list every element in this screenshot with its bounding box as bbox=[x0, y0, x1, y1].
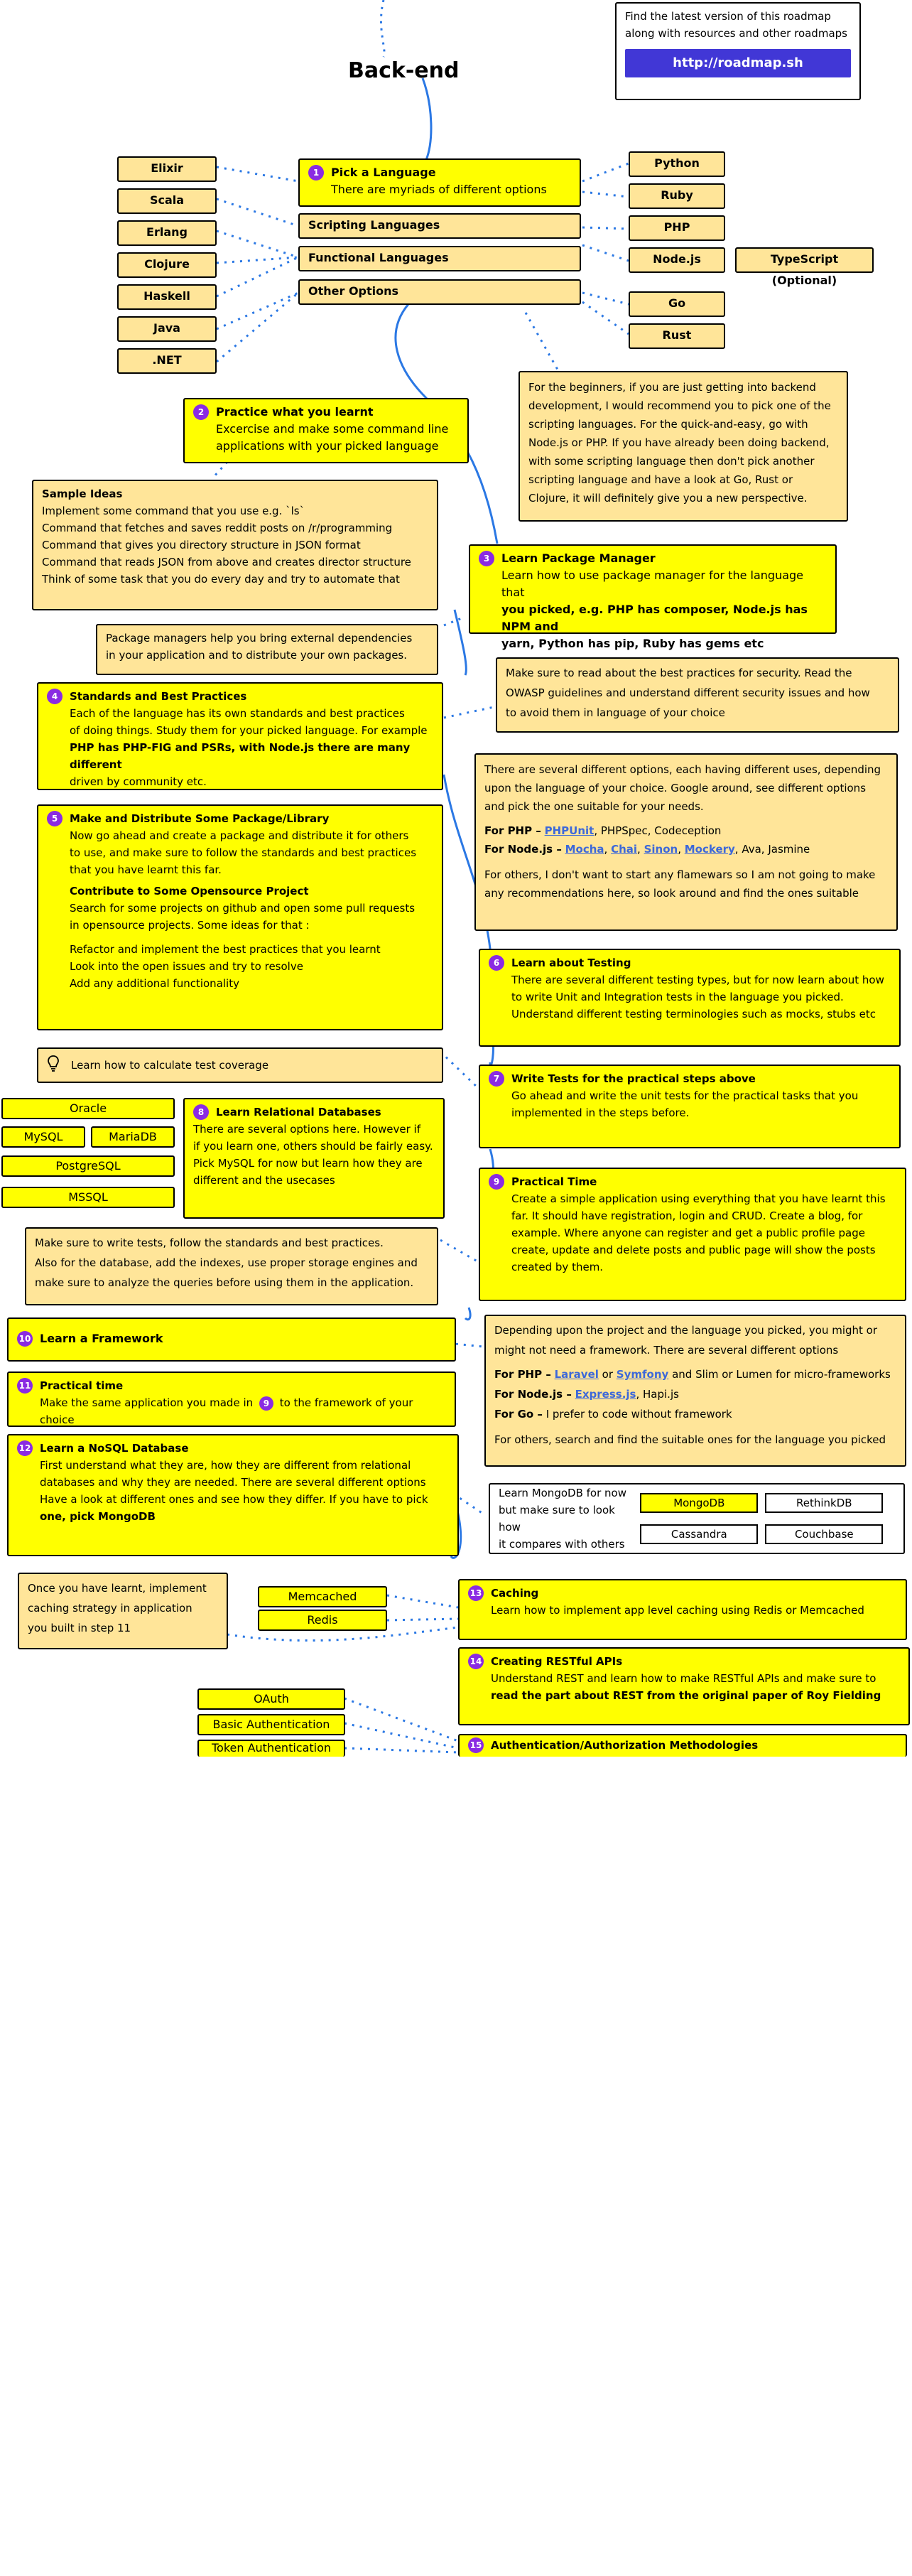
step-number-badge: 9 bbox=[489, 1174, 504, 1190]
step-number-badge: 3 bbox=[479, 551, 494, 566]
beginner-note bbox=[519, 371, 848, 522]
note-line: in your application and to distribute your own packages. bbox=[106, 649, 408, 662]
sinon-link[interactable]: Sinon bbox=[644, 843, 678, 856]
step-9-desc: create, update and delete posts and public page will show the posts bbox=[511, 1244, 876, 1256]
expressjs-link[interactable]: Express.js bbox=[575, 1388, 636, 1401]
step-10-title: Learn a Framework bbox=[40, 1332, 163, 1345]
note-line: it compares with others bbox=[499, 1538, 625, 1551]
lang-dotnet[interactable]: .NET bbox=[117, 348, 217, 374]
mocha-link[interactable]: Mocha bbox=[565, 843, 604, 856]
step-number-badge: 4 bbox=[47, 689, 63, 704]
note-line: Package managers help you bring external dependencies bbox=[106, 632, 413, 645]
lang-ruby[interactable]: Ruby bbox=[629, 183, 725, 209]
lang-java[interactable]: Java bbox=[117, 316, 217, 342]
banner-text-2: along with resources and other roadmaps bbox=[625, 27, 847, 40]
nosql-rethinkdb[interactable]: RethinkDB bbox=[765, 1493, 883, 1513]
step-11-desc: Make the same application you made in bbox=[40, 1396, 254, 1409]
db-oracle[interactable]: Oracle bbox=[1, 1098, 175, 1119]
step-8-desc: different and the usecases bbox=[193, 1174, 335, 1187]
php-test-tools: PHPSpec, Codeception bbox=[600, 824, 722, 837]
step-number-badge: 12 bbox=[17, 1440, 33, 1456]
lang-typescript[interactable]: TypeScript (Optional) bbox=[735, 247, 874, 273]
note-line: upon the language of your choice. Google around, see different options bbox=[484, 782, 867, 794]
step-number-badge: 10 bbox=[17, 1331, 33, 1347]
step-12-desc: one, pick MongoDB bbox=[40, 1510, 156, 1523]
contribute-idea: Look into the open issues and try to resolve bbox=[70, 960, 303, 973]
step-number-badge: 1 bbox=[308, 165, 324, 180]
step-5-desc: Now go ahead and create a package and distribute it for others bbox=[70, 829, 409, 842]
lang-php[interactable]: PHP bbox=[629, 215, 725, 241]
step-12-desc: First understand what they are, how they are different from relational bbox=[40, 1459, 411, 1472]
db-mariadb[interactable]: MariaDB bbox=[91, 1126, 175, 1148]
lang-nodejs[interactable]: Node.js bbox=[629, 247, 725, 273]
step-1-box[interactable] bbox=[298, 158, 581, 207]
note-line: caching strategy in application bbox=[28, 1602, 192, 1615]
go-label: For Go – bbox=[494, 1408, 543, 1421]
auth-basic[interactable]: Basic Authentication bbox=[197, 1714, 345, 1735]
step-9-desc: created by them. bbox=[511, 1261, 604, 1273]
step-number-badge: 8 bbox=[193, 1104, 209, 1120]
contribute-idea: Add any additional functionality bbox=[70, 977, 239, 990]
step-ref-badge: 9 bbox=[259, 1396, 273, 1411]
sample-ideas-title: Sample Ideas bbox=[42, 487, 123, 500]
cache-redis[interactable]: Redis bbox=[258, 1610, 387, 1631]
step-number-badge: 13 bbox=[468, 1585, 484, 1601]
sample-idea-item: Implement some command that you use e.g. `ls` bbox=[42, 505, 305, 517]
step-7-title: Write Tests for the practical steps above bbox=[511, 1072, 756, 1085]
security-note bbox=[496, 657, 899, 733]
step-number-badge: 11 bbox=[17, 1378, 33, 1394]
step-4-desc: driven by community etc. bbox=[70, 775, 207, 788]
beginner-note-line: with some scripting language then don't pick another bbox=[528, 455, 815, 468]
note-line: Make sure to read about the best practices for security. Read the bbox=[506, 667, 852, 679]
step-15-box[interactable] bbox=[458, 1734, 907, 1757]
framework-options-note: Depending upon the project and the language you picked, you might or might not need a framework. There are several different options For PHP – Laravel or Symfony and Slim or Lumen for micro-frameworks For Node.js – Express.js, Hapi.js For Go – I prefer to code without framework For others, search and find the suitable ones for the language you picked bbox=[484, 1315, 906, 1467]
step-2-desc: Excercise and make some command line bbox=[216, 422, 449, 436]
phpunit-link[interactable]: PHPUnit bbox=[544, 824, 595, 837]
note-line: Learn MongoDB for now bbox=[499, 1487, 626, 1499]
php-label: For PHP – bbox=[494, 1368, 551, 1381]
note-line: might not need a framework. There are several different options bbox=[494, 1344, 839, 1357]
step-number-badge: 14 bbox=[468, 1654, 484, 1669]
step-11-desc: to the framework of your choice bbox=[40, 1396, 413, 1426]
step-10-box[interactable] bbox=[7, 1317, 456, 1362]
step-11-title: Practical time bbox=[40, 1379, 124, 1392]
cache-memcached[interactable]: Memcached bbox=[258, 1586, 387, 1607]
note-line: There are several different options, each having different uses, depending bbox=[484, 763, 881, 776]
step-14-desc: Understand REST and learn how to make RESTful APIs and make sure to bbox=[491, 1672, 876, 1685]
step-7-desc: Go ahead and write the unit tests for the practical tasks that you bbox=[511, 1089, 859, 1102]
symfony-link[interactable]: Symfony bbox=[616, 1368, 669, 1381]
beginner-note-line: Node.js or PHP. If you have already been doing backend, bbox=[528, 436, 830, 449]
beginner-note-line: scripting languages. For the quick-and-easy, go with bbox=[528, 418, 808, 431]
step-5-desc: to use, and make sure to follow the standards and best practices bbox=[70, 846, 417, 859]
functional-languages-box[interactable]: Functional Languages bbox=[298, 246, 581, 271]
step-8-desc: if you learn one, others should be fairly easy. bbox=[193, 1140, 433, 1153]
beginner-note-line: development, I would recommend you to pick one of the bbox=[528, 399, 831, 412]
step-7-box[interactable] bbox=[479, 1065, 901, 1148]
contribute-idea: Refactor and implement the best practices that you learnt bbox=[70, 943, 381, 956]
lang-python[interactable]: Python bbox=[629, 151, 725, 177]
step-4-desc: Each of the language has its own standards and best practices bbox=[70, 707, 405, 720]
step-3-box[interactable] bbox=[469, 544, 837, 650]
note-line: to avoid them in language of your choice bbox=[506, 706, 725, 719]
roadmap-banner bbox=[615, 2, 861, 100]
lang-go[interactable]: Go bbox=[629, 291, 725, 317]
mockery-link[interactable]: Mockery bbox=[684, 843, 735, 856]
beginner-note-line: For the beginners, if you are just getting into backend bbox=[528, 381, 816, 394]
mongodb-note bbox=[489, 1483, 905, 1554]
auth-oauth[interactable]: OAuth bbox=[197, 1688, 345, 1710]
step-6-title: Learn about Testing bbox=[511, 956, 631, 969]
test-coverage-tip bbox=[37, 1047, 443, 1083]
lang-elixir[interactable]: Elixir bbox=[117, 156, 217, 182]
note-line: OWASP guidelines and understand different security issues and how bbox=[506, 686, 870, 699]
db-mysql[interactable]: MySQL bbox=[1, 1126, 85, 1148]
roadmap-link-button[interactable]: http://roadmap.sh bbox=[625, 49, 851, 77]
step-number-badge: 5 bbox=[47, 811, 63, 826]
contribute-title: Contribute to Some Opensource Project bbox=[70, 885, 309, 898]
step-12-desc: Have a look at different ones and see how they differ. If you have to pick bbox=[40, 1493, 428, 1506]
banner-text-1: Find the latest version of this roadmap bbox=[625, 10, 831, 23]
step-9-desc: example. Where anyone can register and get a public profile page bbox=[511, 1227, 865, 1239]
lightbulb-icon bbox=[47, 1055, 64, 1077]
step-number-badge: 2 bbox=[193, 404, 209, 420]
step-4-desc: of doing things. Study them for your picked language. For example bbox=[70, 724, 428, 737]
step-3-title: Learn Package Manager bbox=[501, 551, 656, 565]
note-line: and pick the one suitable for your needs. bbox=[484, 800, 704, 813]
database-best-practices-note bbox=[25, 1227, 438, 1305]
step-12-box[interactable] bbox=[7, 1434, 459, 1556]
step-9-box[interactable] bbox=[479, 1168, 906, 1301]
testing-options-note: There are several different options, each having different uses, depending upon the language of your choice. Google around, see different options and pick the one suitable for your needs. For PHP – PHPUnit, PHPSpec, Codeception For Node.js – Mocha, Chai, Sinon, Mockery, Ava, Jasmine For others, I don't want to start any flamewars so I am not going to make any recommendations here, so look around and find the ones suitable bbox=[474, 753, 898, 931]
lang-clojure[interactable]: Clojure bbox=[117, 252, 217, 278]
step-4-box[interactable] bbox=[37, 682, 443, 790]
step-1-desc: There are myriads of different options bbox=[331, 183, 547, 196]
sample-ideas-box bbox=[32, 480, 438, 610]
note-line: For others, I don't want to start any flamewars so I am not going to make bbox=[484, 868, 876, 881]
step-2-title: Practice what you learnt bbox=[216, 405, 374, 419]
step-4-title: Standards and Best Practices bbox=[70, 690, 247, 703]
scripting-languages-box[interactable]: Scripting Languages bbox=[298, 213, 581, 239]
step-9-desc: Create a simple application using everything that you have learnt this bbox=[511, 1192, 886, 1205]
step-6-box[interactable] bbox=[479, 949, 901, 1047]
beginner-note-line: Clojure, it will definitely give you a new perspective. bbox=[528, 492, 808, 505]
note-line: Once you have learnt, implement bbox=[28, 1582, 207, 1595]
lang-rust[interactable]: Rust bbox=[629, 323, 725, 349]
step-4-desc: PHP has PHP-FIG and PSRs, with Node.js there are many different bbox=[70, 741, 411, 771]
step-7-desc: implemented in the steps before. bbox=[511, 1106, 690, 1119]
step-14-title: Creating RESTful APIs bbox=[491, 1655, 623, 1668]
step-number-badge: 6 bbox=[489, 955, 504, 971]
step-number-badge: 15 bbox=[468, 1737, 484, 1753]
note-line: any recommendations here, so look around and find the ones suitable bbox=[484, 887, 859, 900]
step-13-title: Caching bbox=[491, 1587, 539, 1600]
hapijs-text: Hapi.js bbox=[643, 1388, 679, 1401]
node-test-tools: Ava, Jasmine bbox=[742, 843, 810, 856]
step-3-desc: yarn, Python has pip, Ruby has gems etc bbox=[501, 637, 764, 650]
other-options-box[interactable]: Other Options bbox=[298, 279, 581, 305]
lang-erlang[interactable]: Erlang bbox=[117, 220, 217, 246]
caching-note bbox=[18, 1573, 228, 1649]
note-line: For others, search and find the suitable ones for the language you picked bbox=[494, 1433, 886, 1446]
go-framework-text: I prefer to code without framework bbox=[545, 1408, 732, 1421]
step-14-desc: read the part about REST from the original paper of Roy Fielding bbox=[491, 1689, 881, 1702]
step-6-desc: to write Unit and Integration tests in the language you picked. bbox=[511, 991, 844, 1003]
step-5-box[interactable] bbox=[37, 804, 443, 1030]
sample-idea-item: Command that reads JSON from above and creates director structure bbox=[42, 556, 411, 568]
step-13-box[interactable] bbox=[458, 1579, 907, 1640]
coverage-tip-text: Learn how to calculate test coverage bbox=[71, 1059, 269, 1072]
step-15-title: Authentication/Authorization Methodologies bbox=[491, 1739, 759, 1752]
chai-link[interactable]: Chai bbox=[611, 843, 638, 856]
note-line: Make sure to write tests, follow the standards and best practices. bbox=[35, 1236, 384, 1249]
contribute-desc: Search for some projects on github and open some pull requests bbox=[70, 902, 416, 915]
step-2-box[interactable] bbox=[183, 398, 469, 463]
nosql-mongodb[interactable]: MongoDB bbox=[640, 1493, 758, 1513]
note-line: make sure to analyze the queries before using them in the application. bbox=[35, 1276, 414, 1289]
step-5-title: Make and Distribute Some Package/Library bbox=[70, 812, 330, 825]
step-6-desc: Understand different testing terminologies such as mocks, stubs etc bbox=[511, 1008, 876, 1020]
nosql-cassandra[interactable]: Cassandra bbox=[640, 1524, 758, 1544]
step-12-desc: databases and why they are needed. There are several different options bbox=[40, 1476, 426, 1489]
php-framework-tools: and Slim or Lumen for micro-frameworks bbox=[672, 1368, 891, 1381]
step-9-desc: far. It should have registration, login and CRUD. Create a blog, for bbox=[511, 1209, 863, 1222]
step-9-title: Practical Time bbox=[511, 1175, 597, 1188]
step-3-desc: you picked, e.g. PHP has composer, Node.js has NPM and bbox=[501, 603, 808, 633]
step-5-desc: that you have learnt this far. bbox=[70, 863, 222, 876]
step-11-box[interactable] bbox=[7, 1371, 456, 1427]
note-line: but make sure to look how bbox=[499, 1504, 615, 1534]
sample-idea-item: Command that fetches and saves reddit posts on /r/programming bbox=[42, 522, 393, 534]
node-label: For Node.js – bbox=[494, 1388, 572, 1401]
package-manager-note bbox=[96, 624, 438, 675]
step-2-desc: applications with your picked language bbox=[216, 439, 439, 453]
step-14-box[interactable] bbox=[458, 1647, 910, 1725]
lang-haskell[interactable]: Haskell bbox=[117, 284, 217, 310]
php-label: For PHP – bbox=[484, 824, 541, 837]
step-6-desc: There are several different testing types, but for now learn about how bbox=[511, 974, 884, 986]
sample-idea-item: Command that gives you directory structure in JSON format bbox=[42, 539, 361, 551]
step-8-title: Learn Relational Databases bbox=[216, 1106, 381, 1119]
step-12-title: Learn a NoSQL Database bbox=[40, 1442, 189, 1455]
step-1-title: Pick a Language bbox=[331, 166, 436, 179]
lang-scala[interactable]: Scala bbox=[117, 188, 217, 214]
step-8-desc: Pick MySQL for now but learn how they are bbox=[193, 1157, 423, 1170]
beginner-note-line: scripting language and have a look at Go, Rust or bbox=[528, 473, 793, 486]
step-8-desc: There are several options here. However if bbox=[193, 1123, 420, 1136]
auth-token[interactable]: Token Authentication bbox=[197, 1740, 345, 1757]
step-8-box[interactable] bbox=[183, 1098, 445, 1219]
laravel-link[interactable]: Laravel bbox=[554, 1368, 599, 1381]
nosql-couchbase[interactable]: Couchbase bbox=[765, 1524, 883, 1544]
step-13-desc: Learn how to implement app level caching using Redis or Memcached bbox=[491, 1604, 864, 1617]
step-3-desc: Learn how to use package manager for the language that bbox=[501, 568, 804, 599]
note-line: you built in step 11 bbox=[28, 1622, 131, 1634]
contribute-desc: in opensource projects. Some ideas for that : bbox=[70, 919, 310, 932]
sample-idea-item: Think of some task that you do every day and try to automate that bbox=[42, 573, 400, 586]
note-line: Depending upon the project and the language you picked, you might or bbox=[494, 1324, 878, 1337]
node-label: For Node.js – bbox=[484, 843, 562, 856]
step-number-badge: 7 bbox=[489, 1071, 504, 1087]
page-title: Back-end bbox=[348, 58, 460, 83]
db-postgresql[interactable]: PostgreSQL bbox=[1, 1155, 175, 1177]
note-line: Also for the database, add the indexes, use proper storage engines and bbox=[35, 1256, 418, 1269]
db-mssql[interactable]: MSSQL bbox=[1, 1187, 175, 1208]
